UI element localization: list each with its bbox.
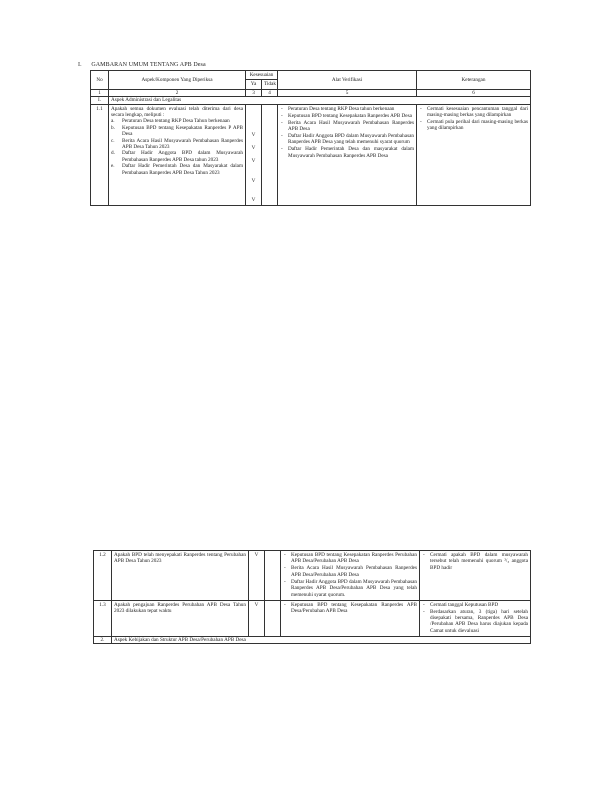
alat-list (283, 602, 417, 615)
list-item: b. Keputusan BPD tentang Kesepakatan Ranperdes P APB Desa (111, 124, 243, 138)
list-item: - Keputusan BPD tentang Kesepakatan Ranperdes APB Desa/Perubahan APB Desa (283, 602, 417, 615)
check-mark: V (251, 197, 256, 204)
table-row (91, 104, 531, 205)
header-row (91, 71, 531, 80)
ya-cell (249, 551, 265, 601)
header-no: No (91, 71, 109, 90)
list-item: - Berita Acara Hasil Musyawarah Pembahasan Ranperdes APB Desa/Perubahan APB Desa (283, 565, 417, 578)
section-number: I. (78, 62, 82, 68)
tidak-cell (265, 551, 281, 601)
list-item: - Daftar Hadir Anggota BPD dalam Musyawarah Pembahasan Ranperdes APB Desa/Perubahan APB Desa yang telah memenuhi syarat quorum. (283, 579, 417, 598)
table-row (94, 551, 531, 601)
list-item: - Keputusan BPD tentang Kesepakatan Ranperdes Perubahan APB Desa/Perubahan APB Desa (283, 552, 417, 565)
check-mark: V (251, 177, 256, 184)
column-number-row (91, 89, 531, 96)
list-item: - Cermati tanggal Keputusan BPD (422, 602, 528, 608)
keterangan-list (422, 552, 528, 571)
col-number: 1 (91, 89, 109, 96)
col-number: 5 (278, 89, 417, 96)
check-mark: V (254, 552, 259, 558)
verification-table-continued (93, 550, 531, 644)
document-list (111, 118, 243, 176)
ya-cell (246, 104, 262, 205)
alat-list (283, 552, 417, 598)
keterangan-cell (420, 551, 531, 601)
check-mark: V (251, 131, 256, 138)
section-row (94, 636, 531, 643)
alat-cell (278, 104, 417, 205)
section-row-label: Aspek Kebijakan dan Struktur APB Desa/Perubahan APB Desa (112, 636, 531, 643)
section-row-number: I. (91, 97, 109, 104)
keterangan-cell (420, 600, 531, 636)
check-mark: V (251, 158, 256, 165)
header-tidak: Tidak (262, 80, 278, 89)
header-aspek: Aspek/Komponen Yang Diperiksa (109, 71, 246, 90)
list-item: - Cermati kesesuaian pencantuman tanggal dari masing-masing berkas yang dilampirkan (419, 106, 528, 119)
check-mark: V (254, 601, 259, 608)
list-item: - Daftar Hadir Pemerintah Desa dan masyarakat dalam Musyawarah Pembahasan Ranperdes APB Desa (280, 146, 414, 159)
col-number: 2 (109, 89, 246, 96)
section-row-label: Aspek Administrasi dan Legalitas (109, 97, 531, 104)
row-number: 1.2 (94, 551, 112, 601)
aspek-cell (112, 551, 249, 601)
tidak-cell (262, 104, 278, 205)
tidak-cell (265, 600, 281, 636)
page-top (0, 0, 600, 240)
aspek-cell (109, 104, 246, 205)
list-item: - Cermati pula perihal dari masing-masing berkas yang dilampirkan (419, 119, 528, 132)
keterangan-cell (417, 104, 531, 205)
list-item: d. Daftar Hadir Anggota BPD dalam Musyawarah Pembahasan Ranperdes APB Desa tahun 2023 (111, 150, 243, 163)
alat-cell (281, 600, 420, 636)
col-number: 6 (417, 89, 531, 96)
col-number: 3 (246, 89, 262, 96)
section-row-number: 2. (94, 636, 112, 643)
list-item: a. Peraturan Desa tentang RKP Desa Tahun berkenaan (111, 118, 230, 125)
header-ya: Ya (246, 80, 262, 89)
aspek-cell (112, 600, 249, 636)
row-number: 1.1 (91, 104, 109, 205)
list-item: c. Berita Acara Hasil Musyawarah Pembahasan Ranperdes APB Desa Tahun 2023 (111, 137, 243, 151)
question-text: Apakah pengajuan Ranperdes Perubahan APB Desa Tahun 2023 dilakukan tepat waktu (114, 601, 246, 615)
question-text: Apakah BPD telah menyepakati Ranperdes tentang Perubahan APB Desa Tahun 2023 (114, 552, 246, 565)
section-title: GAMBARAN UMUM TENTANG APB Desa (91, 62, 206, 68)
question-text: Apakah semua dokumen evaluasi telah diterima dari desa secara lengkap, meliputi : (111, 105, 243, 119)
list-item: e. Daftar Hadir Pemerintah Desa dan Masyarakat dalam Pembahasan Ranperdes APB Desa Tahun 2023 (111, 163, 243, 176)
alat-cell (281, 551, 420, 601)
page-bottom (0, 540, 600, 800)
header-keterangan: Keterangan (417, 71, 531, 90)
check-mark: V (251, 145, 256, 152)
alat-list (280, 106, 414, 160)
list-item: - Daftar Hadir Anggota BPD dalam Musyawarah Pembahasan Ranperdes APB Desa yang telah memenuhi syarat quorum (280, 133, 414, 146)
ya-cell (249, 600, 265, 636)
table-row (94, 600, 531, 636)
section-heading (78, 62, 206, 68)
list-item: - Peraturan Desa tentang RKP Desa tahun berkenaan (280, 106, 414, 112)
row-number: 1.3 (94, 600, 112, 636)
keterangan-list (422, 602, 528, 635)
header-alat: Alat Verifikasi (278, 71, 417, 90)
list-item: - Berita Acara Hasil Musyawarah Pembahasan Ranperdes APB Desa (280, 120, 414, 133)
col-number: 4 (262, 89, 278, 96)
list-item: - Berdasarkan aturan, 3 (tiga) hari setelah disepakati bersama, Ranperdes APB Desa /Perubahan APB Desa harus diajukan kepada Camat untuk dievaluasi (422, 609, 528, 635)
list-item: - Cermati apakah BPD dalam musyawarah tersebut telah memenuhi quorum ²/₃ anggota BPD hadir (422, 552, 528, 571)
keterangan-list (419, 106, 528, 132)
header-kesesuaian: Kesesuaian (246, 71, 278, 80)
section-row (91, 97, 531, 104)
verification-table (90, 70, 531, 206)
list-item: - Keputusan BPD tentang Kesepakatan Ranperdes APB Desa (280, 113, 414, 119)
